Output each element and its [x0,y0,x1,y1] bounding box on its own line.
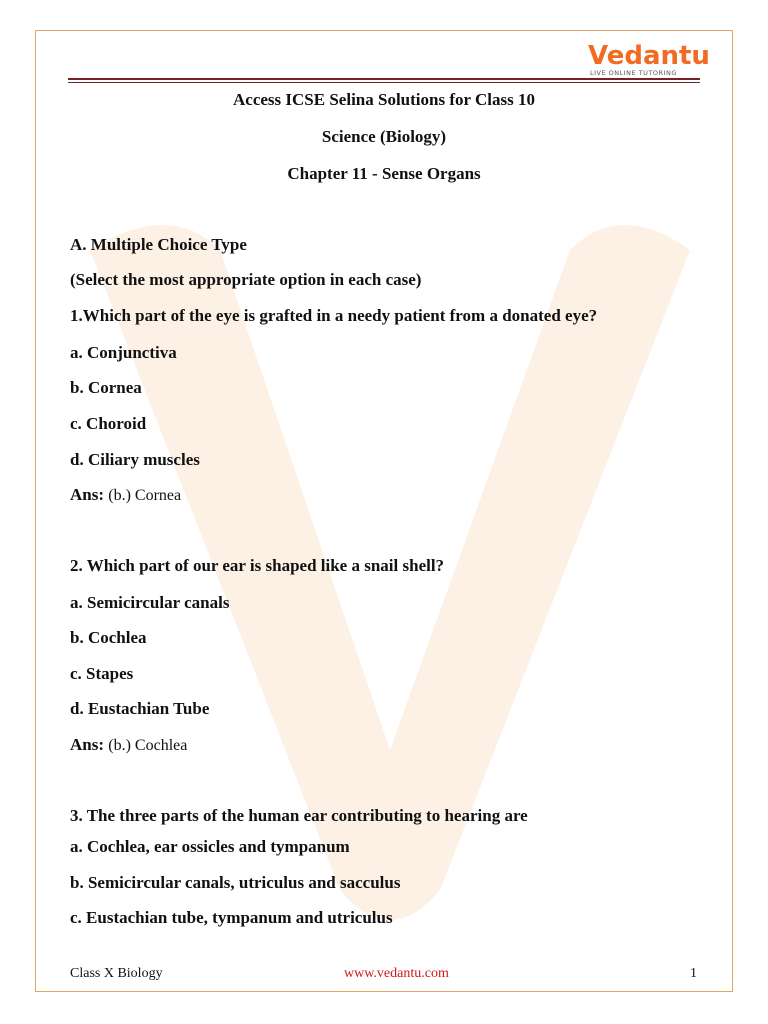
answer-label: Ans: [70,735,105,754]
footer-page-number: 1 [690,966,697,981]
question-3-option-a: a. Cochlea, ear ossicles and tympanum [70,837,350,856]
header-rule-thick [68,78,700,80]
vedantu-logo [570,38,720,78]
question-3: 3. The three parts of the human ear contributing to hearing are [70,806,528,825]
header-rule-thin [68,82,700,83]
section-instruction: (Select the most appropriate option in each case) [70,270,422,289]
question-1-option-b: b. Cornea [70,378,142,397]
logo-wordmark: Vedantu [588,41,710,71]
heading-chapter: Chapter 11 - Sense Organs [287,164,481,183]
question-1-option-d: d. Ciliary muscles [70,450,200,469]
section-title: A. Multiple Choice Type [70,235,247,254]
question-1: 1.Which part of the eye is grafted in a needy patient from a donated eye? [70,306,598,325]
question-1-option-a: a. Conjunctiva [70,343,177,362]
question-1-option-c: c. Choroid [70,414,147,433]
answer-value: (b.) Cornea [108,487,182,504]
question-2-option-a: a. Semicircular canals [70,593,230,612]
question-2-option-d: d. Eustachian Tube [70,699,210,718]
question-2: 2. Which part of our ear is shaped like a snail shell? [70,556,445,575]
question-2-option-c: c. Stapes [70,664,134,683]
question-3-option-b: b. Semicircular canals, utriculus and sacculus [70,873,401,892]
answer-value: (b.) Cochlea [108,737,188,754]
logo-tagline: LIVE ONLINE TUTORING [590,69,677,77]
question-3-option-c: c. Eustachian tube, tympanum and utriculus [70,908,393,927]
answer-label: Ans: [70,485,105,504]
heading-line-1: Access ICSE Selina Solutions for Class 10 [233,90,535,109]
question-2-answer [70,735,187,755]
question-2-option-b: b. Cochlea [70,628,147,647]
footer-subject: Class X Biology [70,966,163,981]
question-1-answer [70,485,181,505]
footer-website-link[interactable]: www.vedantu.com [344,966,449,981]
heading-line-2: Science (Biology) [321,127,447,146]
